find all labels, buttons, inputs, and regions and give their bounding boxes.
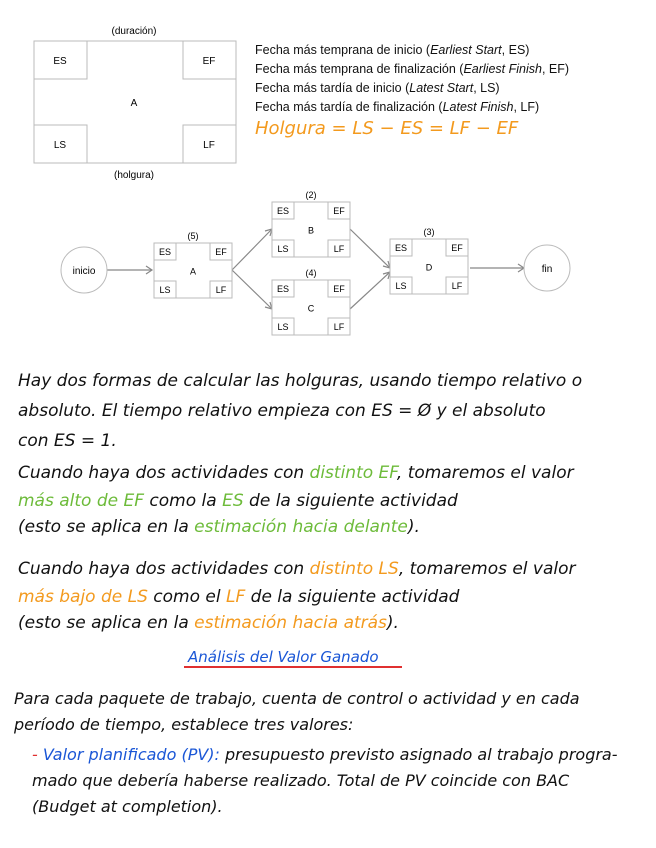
note-p5-line1: - Valor planificado (PV): presupuesto previsto asignado al trabajo progra- [32, 745, 618, 764]
note-p2-line2: más alto de EF como la ES de la siguiente actividad [18, 491, 458, 511]
note-p3-line3: (esto se aplica en la estimación hacia atrás). [18, 613, 399, 633]
note-p2-line3: (esto se aplica en la estimación hacia delante). [18, 517, 420, 537]
node-ef-label: EF [333, 284, 345, 294]
end-node-label: fin [541, 264, 553, 275]
legend-slack-label: (holgura) [113, 170, 155, 181]
node-lf-label: LF [451, 281, 463, 291]
bullet-dash: - [32, 745, 38, 764]
node-es-label: ES [158, 247, 172, 257]
legend-line-ls: Fecha más tardía de inicio (Latest Start, LS) [255, 81, 500, 95]
activity-node-a [154, 231, 232, 298]
node-ef-label: EF [333, 206, 345, 216]
note-p1-line1: Hay dos formas de calcular las holguras, usando tiempo relativo o [18, 371, 583, 391]
note-p5-line2: mado que debería haberse realizado. Total de PV coincide con BAC [32, 771, 570, 790]
node-lf-label: LF [333, 322, 345, 332]
node-ls-label: LS [277, 322, 289, 332]
node-ls-label: LS [395, 281, 407, 291]
node-es-label: ES [394, 243, 408, 253]
legend-lf: LF [203, 140, 215, 151]
legend-duration-label: (duración) [111, 26, 157, 37]
legend-line-lf: Fecha más tardía de finalización (Latest Finish, LF) [255, 100, 540, 114]
ev-heading: Análisis del Valor Ganado [188, 648, 379, 666]
slack-formula: Holgura = LS − ES = LF − EF [255, 118, 519, 139]
note-p2-line1: Cuando haya dos actividades con distinto EF, tomaremos el valor [18, 463, 574, 483]
note-p3-line2: más bajo de LS como el LF de la siguiente actividad [18, 587, 460, 607]
note-p5-line3: (Budget at completion). [32, 797, 223, 816]
note-p3-line1: Cuando haya dos actividades con distinto LS, tomaremos el valor [18, 559, 576, 579]
activity-node-c [272, 268, 350, 335]
note-p4-line1: Para cada paquete de trabajo, cuenta de control o actividad y en cada [14, 689, 580, 708]
node-name: B [307, 225, 315, 236]
legend-es: ES [53, 56, 67, 67]
note-p4-line2: período de tiempo, establece tres valores: [14, 715, 354, 734]
node-duration: (5) [187, 231, 199, 241]
legend-activity: A [130, 98, 138, 109]
node-ef-label: EF [451, 243, 463, 253]
node-name: D [425, 262, 433, 273]
node-duration: (4) [305, 268, 317, 278]
node-duration: (3) [423, 227, 435, 237]
activity-nodes [154, 190, 468, 335]
node-lf-label: LF [333, 244, 345, 254]
activity-node-b [272, 190, 350, 257]
legend-ls: LS [53, 140, 67, 151]
node-duration: (2) [305, 190, 317, 200]
legend-line-es: Fecha más temprana de inicio (Earliest Start, ES) [255, 43, 530, 57]
start-node-label: inicio [72, 266, 96, 277]
ev-heading-underline [184, 666, 402, 668]
node-es-label: ES [276, 284, 290, 294]
legend-definitions [255, 41, 569, 117]
node-name: C [307, 303, 315, 314]
activity-node-d [390, 227, 468, 294]
node-es-label: ES [276, 206, 290, 216]
node-name: A [189, 266, 197, 277]
legend-line-ef: Fecha más temprana de finalización (Earliest Finish, EF) [255, 62, 570, 76]
node-ef-label: EF [215, 247, 227, 257]
node-ls-label: LS [159, 285, 171, 295]
node-lf-label: LF [215, 285, 227, 295]
note-p1-line2: absoluto. El tiempo relativo empieza con ES = Ø y el absoluto [18, 401, 546, 421]
note-p1-line3: con ES = 1. [18, 431, 117, 451]
node-ls-label: LS [277, 244, 289, 254]
legend-ef: EF [202, 56, 216, 67]
